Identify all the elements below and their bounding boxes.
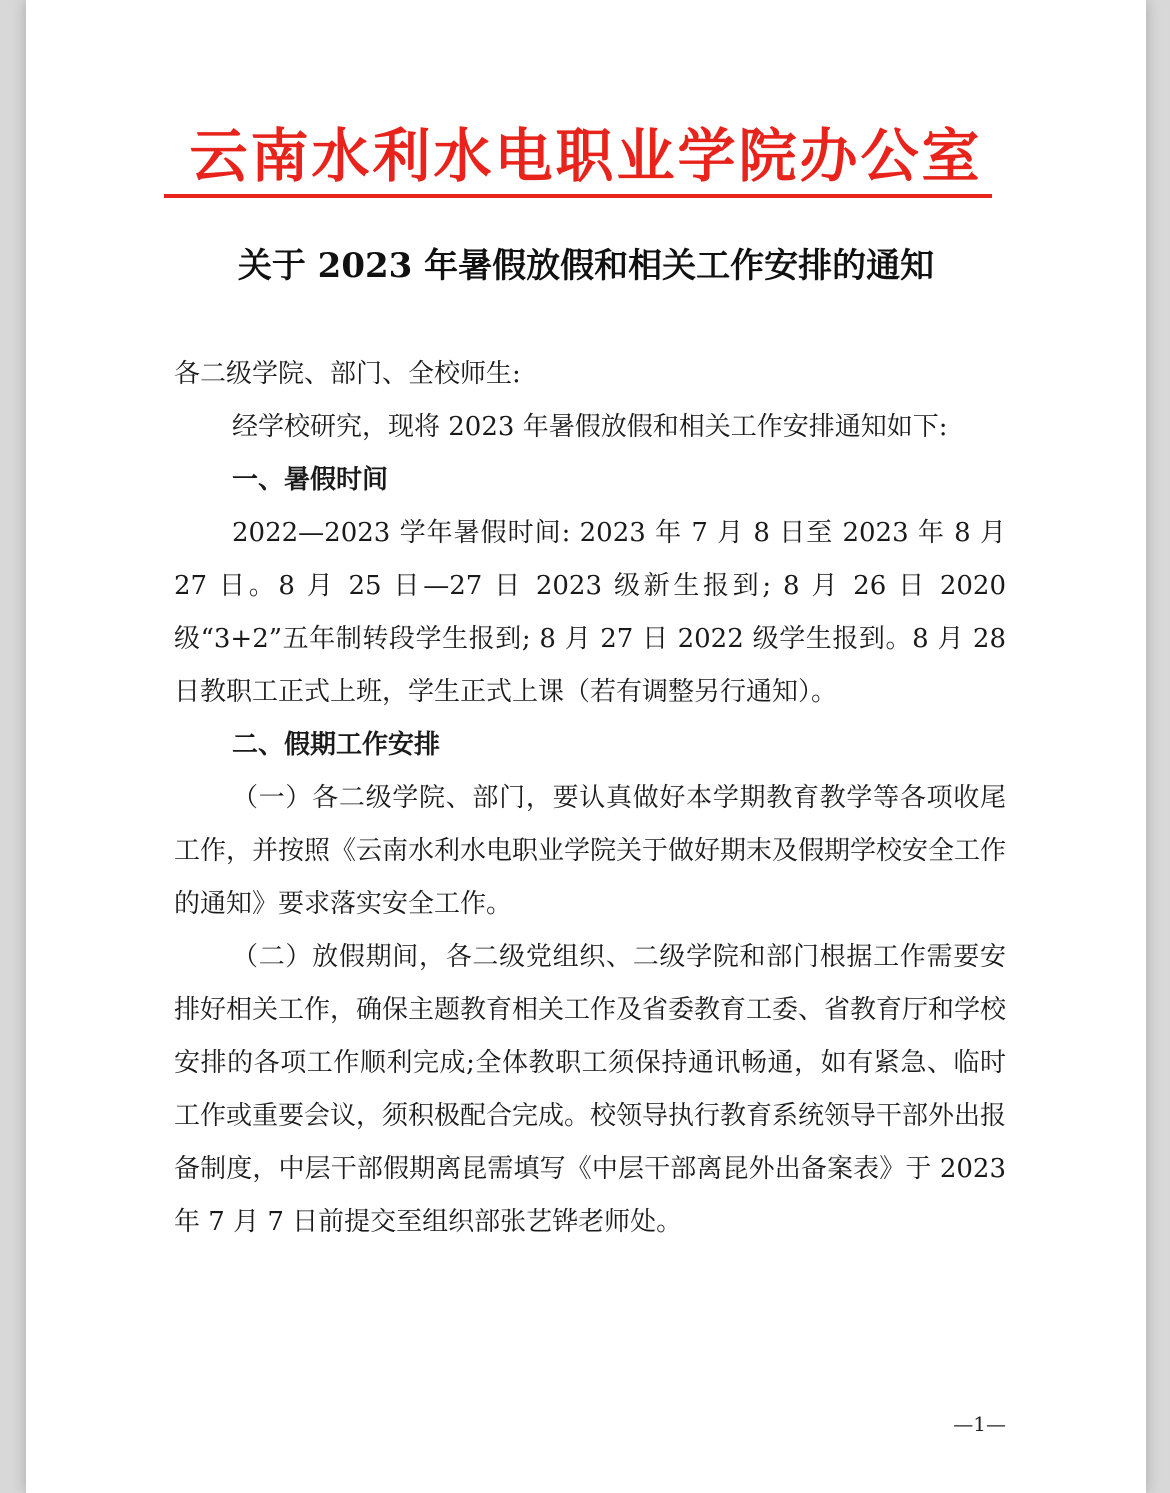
vacation-time-paragraph: 2022—2023 学年暑假时间: 2023 年 7 月 8 日至 2023 年 8 月 27 日。8 月 25 日—27 日 2023 级新生报到; 8 月 26 日 2020 级“3+2”五年制转段学生报到; 8 月 27 日 2022 级学生报到。8 月 28 日教职工正式上班，学生正式上课（若有调整另行通知）。: [174, 518, 1006, 707]
document-page: [26, 0, 1146, 1493]
intro-paragraph: 经学校研究，现将 2023 年暑假放假和相关工作安排通知如下:: [232, 412, 948, 442]
document-body: [174, 348, 1006, 1249]
organization-title: 云南水利水电职业学院办公室: [189, 122, 983, 190]
work-arrangement-item-2: （二）放假期间，各二级党组织、二级学院和部门根据工作需要安排好相关工作，确保主题教育相关工作及省委教育工委、省教育厅和学校安排的各项工作顺利完成;全体教职工须保持通讯畅通，如有紧急、临时工作或重要会议，须积极配合完成。校领导执行教育系统领导干部外出报备制度，中层干部假期离昆需填写《中层干部离昆外出备案表》于 2023 年 7 月 7 日前提交至组织部张艺铧老师处。: [174, 942, 1007, 1237]
section-heading-vacation-time: 一、暑假时间: [232, 465, 389, 495]
section-heading-work-arrangement: 二、假期工作安排: [232, 730, 441, 760]
red-header-rule: [164, 194, 992, 198]
salutation: 各二级学院、部门、全校师生:: [174, 359, 521, 389]
page-number: —1—: [953, 1412, 1006, 1436]
document-title: 关于 2023 年暑假放假和相关工作安排的通知: [237, 246, 935, 286]
work-arrangement-item-1: （一）各二级学院、部门，要认真做好本学期教育教学等各项收尾工作，并按照《云南水利水电职业学院关于做好期末及假期学校安全工作的通知》要求落实安全工作。: [174, 783, 1007, 919]
